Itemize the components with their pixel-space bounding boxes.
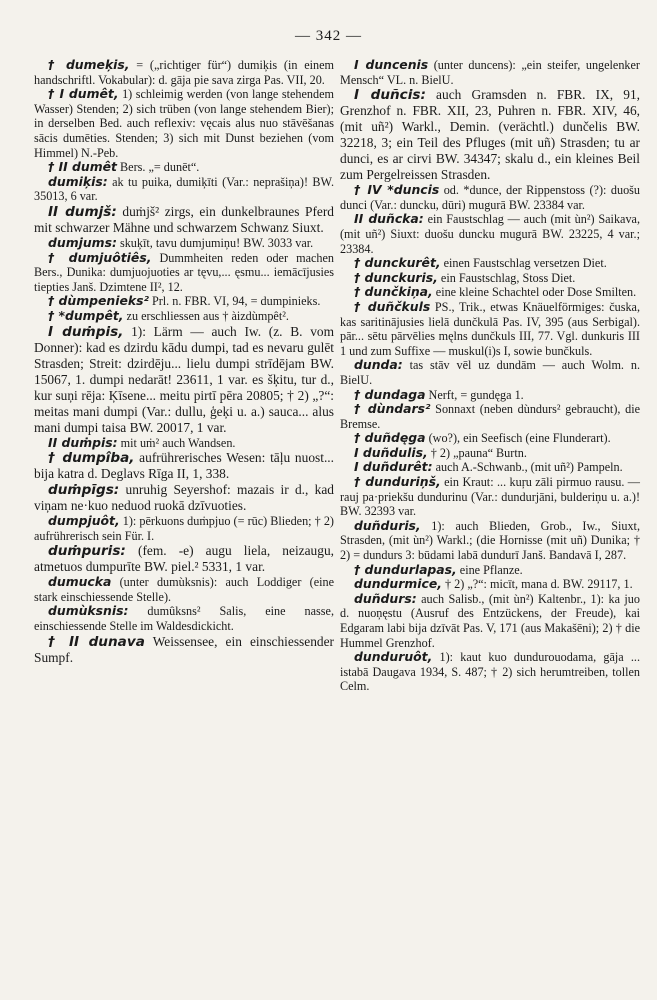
entry-text: Weissensee, ein einschiessender Sumpf. <box>34 633 334 665</box>
entry-text: aufrührerisches Wesen: tāļu nuost... bija katra d. Deglavs Rīga II, 1, 338. <box>34 450 334 482</box>
dictionary-entry <box>340 460 640 475</box>
dictionary-entry <box>34 604 334 633</box>
page-number: — 342 — <box>295 28 362 44</box>
dictionary-entry <box>340 58 640 87</box>
entry-text: auch Salisb., (mit ùn²) Kaltenbr., 1): ka juo d. nuoņęstu (Ausruf des Entzückens, der Freude), kai Edgaram labi bija dzīvāt Pas. V, 171 (aus Makašēni); 2) † die Hummel Grenzhof. <box>340 591 640 650</box>
dictionary-entry <box>34 58 334 87</box>
dictionary-entry <box>340 577 640 592</box>
entry-headword: dumjums: <box>48 234 117 250</box>
entry-headword: duṁpīgs: <box>48 482 120 499</box>
dictionary-entry <box>340 475 640 519</box>
entry-headword: I duñdurêt: <box>354 459 433 475</box>
entry-headword: † II dunava <box>48 633 145 650</box>
entry-text: duṁjš² zirgs, ein dunkelbraunes Pferd mit schwarzer Mähne und schwarzem Schwanz Siuxt. <box>34 203 334 235</box>
entry-headword: I duncenis <box>354 57 429 72</box>
entry-text: (wo?), ein Seefisch (eine Flunderart). <box>425 431 611 446</box>
entry-headword: duṁpuris: <box>48 543 126 560</box>
dictionary-entry <box>34 575 334 604</box>
dictionary-entry <box>34 324 334 436</box>
dictionary-entry <box>340 87 640 183</box>
entry-headword: † duñčkuls <box>354 298 431 314</box>
entry-text: auch Gramsden n. FBR. IX, 91, Grenzhof n. FBR. XII, 23, Puhren n. FBR. XIV, 46, (mit uñ²) Warkl., Demin. (verächtl.) dunčelis BW. 32218, 3; ein Teil des Pfluges (mit uñ) Strasden; tu ar dunci, es ar cirvi BW. 34347; skalu d., ein kleines Beil zum Pergelreissen Strasden. <box>340 87 640 183</box>
entry-text: Sonnaxt (neben dùndurs² gebraucht), die Bremse. <box>340 402 641 431</box>
dictionary-entry <box>34 309 334 324</box>
entry-text: † 2) „?“: micīt, mana d. BW. 29117, 1. <box>441 577 633 592</box>
entry-headword: † *dumpêt, <box>48 307 124 323</box>
entry-headword: dundurmice, <box>354 576 442 592</box>
dictionary-entry <box>340 183 640 212</box>
entry-text: ein Kraut: ... kuŗu zāli pirmuo rausu. — rauj pa·priekšu dundurinu (Var.: dundurjāni, bulderiņu u. a.)! BW. 32393 var. <box>340 475 640 519</box>
entry-headword: duñdurs: <box>354 590 417 606</box>
entry-headword: II duṁpis: <box>48 434 118 450</box>
entry-headword: I duñcis: <box>354 87 426 104</box>
dictionary-entry <box>340 300 640 358</box>
entry-headword: † dundaga <box>354 386 426 402</box>
entry-text: ein Faustschlag, Stoss Diet. <box>437 270 576 285</box>
entry-headword: dumucka <box>48 574 112 590</box>
entry-headword: † dunduriņš, <box>354 474 441 490</box>
entry-text: eine Pflanze. <box>456 562 523 577</box>
dictionary-entry <box>340 402 640 431</box>
entry-headword: † dunckuris, <box>354 269 438 285</box>
entry-headword: † duñdęga <box>354 430 426 446</box>
entry-headword: † dunckurêt, <box>354 255 441 271</box>
entry-text: = („richtiger für“) dumiķis (in einem handschriftl. Vokabular): d. gāja pie sava zirga Pas. VII, 20. <box>34 58 334 87</box>
entry-headword: dumiķis: <box>48 173 108 189</box>
entry-text: eine kleine Schachtel oder Dose Smilten. <box>432 285 637 300</box>
entry-headword: † dundurlapas, <box>354 561 457 577</box>
dictionary-entry <box>34 514 334 543</box>
dictionary-entry <box>34 160 334 175</box>
entry-headword: dumpjuôt, <box>48 513 120 529</box>
entry-text: 1): Lärm — auch Iw. (z. B. vom Donner): kad es dzirdu kādu dumpi, tad es nevaru gulēt Strasden; Streit: dzirdēju... lielu dumpi strīdējam BW. 15067, 1. dumpi nedarāt! 23611, 1 var. es šķitu, tur d., kur suņi rēja: Ķīsene... meitu pirtī pēra 20805; † 2) „?“: meitas mani dumpi (Var.: dullu, ģeķi u. a.) sauca... alus mani dumpi taisa BW. 20017, 1 var. <box>34 323 335 435</box>
dictionary-entry <box>340 212 640 256</box>
dictionary-entry <box>340 592 640 650</box>
entry-text: Bers. „= dunēt“. <box>116 160 200 175</box>
dictionary-entry <box>340 388 640 403</box>
entry-headword: I duñdulis, <box>354 444 428 460</box>
entry-text: 1): auch Blieden, Grob., Iw., Siuxt, Strasden, (mit ùn²) Warkl.; (die Hornisse (mit uñ) Dunika; † 2) = dundurs 3: būdami labā dundurī Janš. Bandavā I, 287. <box>340 518 640 563</box>
entry-text: 1): kaut kuo dundurouodama, gāja ... istabā Daugava 1934, S. 487; † 2) sich herumtreiben, tollen Celm. <box>340 650 640 694</box>
dictionary-entry <box>34 175 334 204</box>
entry-headword: † dumpîba, <box>48 450 135 467</box>
entry-text: † 2) „pauna“ Burtn. <box>427 445 527 460</box>
entry-text: einen Faustschlag versetzen Diet. <box>440 256 607 271</box>
entry-headword: † dumeķis, <box>48 57 130 72</box>
entry-text: 1): pērkuons duṁpjuo (= rūc) Blieden; † 2) aufrührerisch sein Für. I. <box>34 514 334 543</box>
dictionary-entry <box>340 650 640 694</box>
entry-headword: duñduris, <box>354 517 421 533</box>
entry-text: mit uṁ² auch Wandsen. <box>117 435 236 450</box>
dictionary-entry <box>340 446 640 461</box>
entry-text: Nerft, = gundęga 1. <box>425 387 524 402</box>
entry-text: unruhig Seyershof: mazais ir d., kad viņam ne·kuo neduod ruokā dzīvuoties. <box>34 482 334 514</box>
dictionary-entry <box>34 251 334 295</box>
entry-headword: † dunčkiņa, <box>354 284 433 300</box>
dictionary-entry <box>340 358 640 387</box>
entry-text: 1) schleimig werden (von lange stehendem Wasser) Stenden; 2) sich trüben (von lange stehendem Bier); in derselben Bed. auch reflexiv: vęcais alus nuo stāvēšanas sācis dumēties. Stenden; 3) sich mit Dunst beziehen (vom Himmel) N.-Peb. <box>34 87 334 160</box>
entry-headword: † II dumêt <box>48 159 117 175</box>
entry-text: skuķīt, tavu dumjumiņu! BW. 3033 var. <box>116 235 314 250</box>
entry-headword: dunda: <box>354 357 403 373</box>
entry-text: auch A.-Schwanb., (mit uñ²) Pampeln. <box>432 460 623 475</box>
entry-text: tas stāv vēl uz dundām — auch Wolm. n. BielU. <box>340 358 640 387</box>
dictionary-entry <box>340 285 640 300</box>
entry-headword: II dumjš: <box>48 203 117 220</box>
dictionary-entry <box>34 204 334 236</box>
entry-text: (fem. -e) augu liela, neizaugu, atmetuos dumpurīte BW. piel.² 5331, 1 var. <box>34 543 334 575</box>
dictionary-entry <box>340 256 640 271</box>
left-column <box>34 58 334 666</box>
entry-text: PS., Trik., etwas Knäuelförmiges: čuska, kas saritinājusies lielā dunčkulā Pas. IV, 395 (aus Serbigal). pār... sētu pārvēlies męlns dunčkuls III, 77. Vgl. dunkuris III 1 und zum Suffixe — muskul(i)s I, sowie bunčkuls. <box>340 299 640 358</box>
dictionary-entry <box>340 519 640 563</box>
entry-headword: † dumjuôtiês, <box>48 249 152 265</box>
entry-text: (unter duncens): „ein steifer, ungelenker Mensch“ VL. n. BielU. <box>340 58 640 87</box>
dictionary-entry <box>34 236 334 251</box>
dictionary-entry <box>340 563 640 578</box>
entry-headword: dunduruôt, <box>354 649 433 665</box>
entry-headword: † dùmpenieks² <box>48 293 149 309</box>
entry-text: Dummheiten reden oder machen Bers., Dunika: dumjuojuoties ar tęvu,... ęsmu... iemācījusies tiepties Janš. Dzimtene II², 12. <box>34 250 334 294</box>
dictionary-entry <box>34 294 334 309</box>
dictionary-entry <box>34 634 334 666</box>
entry-text: ak tu puika, dumiķīti (Var.: neprašiņa)! BW. 35013, 6 var. <box>34 174 334 204</box>
dictionary-entry <box>34 450 334 482</box>
dictionary-entry <box>34 87 334 160</box>
entry-text: (unter dumùksnis): auch Loddiger (eine stark einschiessende Stelle). <box>34 575 334 604</box>
entry-text: Prl. n. FBR. VI, 94, = dumpinieks. <box>148 294 321 309</box>
entry-headword: I duṁpis, <box>48 323 124 340</box>
dictionary-entry <box>340 431 640 446</box>
entry-headword: † IV *duncis <box>354 182 440 198</box>
entry-headword: † dùndars² <box>354 401 431 417</box>
entry-text: ein Faustschlag — auch (mit ùn²) Saikava, (mit uñ²) Siuxt: duošu duncku mugurā BW. 23225, 4 var.; 23384. <box>340 212 640 256</box>
entry-text: zu erschliessen aus † àizdùmpêt². <box>123 308 289 323</box>
entry-headword: II duñcka: <box>354 211 424 227</box>
dictionary-entry <box>34 482 334 514</box>
entry-text: dumûksns² Salis, eine nasse, einschiessende Stelle im Waldesdickicht. <box>34 604 334 634</box>
entry-text: od. *dunce, der Rippenstoss (?): duošu dunci (Var.: duncku, dūri) mugurā BW. 23384 var. <box>340 183 640 212</box>
entry-headword: † I dumêt, <box>48 86 119 102</box>
dictionary-entry <box>34 436 334 451</box>
dictionary-entry <box>340 271 640 286</box>
right-column <box>340 58 640 694</box>
entry-headword: dumùksnis: <box>48 603 129 619</box>
dictionary-entry <box>34 543 334 575</box>
